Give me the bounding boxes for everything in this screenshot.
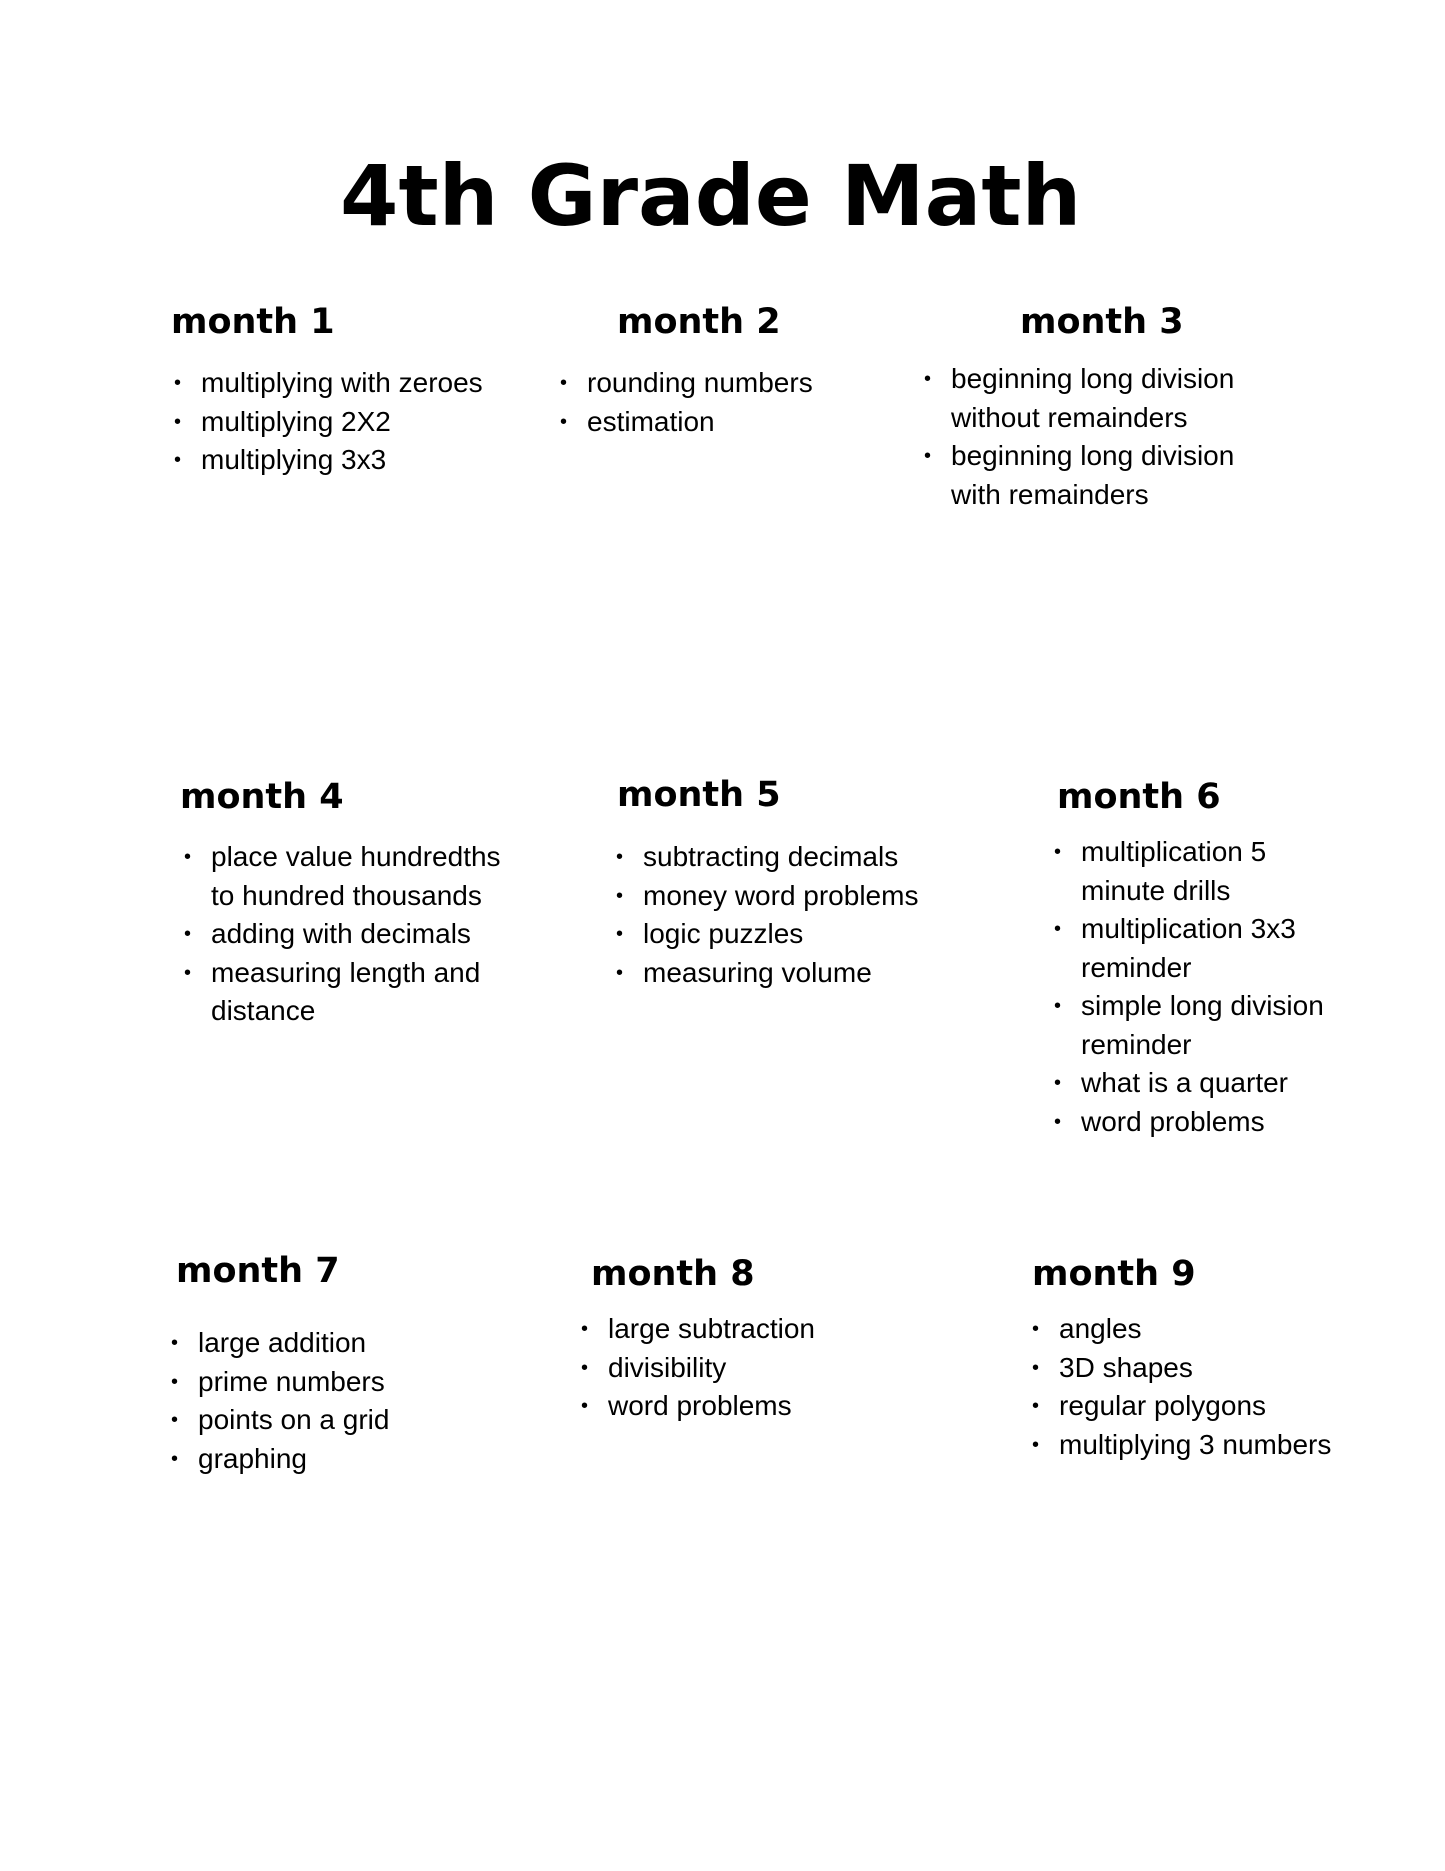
list-item: • 3D shapes [1059,1349,1399,1388]
list-item: • multiplying 3x3 [201,441,521,480]
list-item: • money word problems [643,877,983,916]
bullet-icon: • [616,846,624,868]
list-item: • rounding numbers [587,364,887,403]
list-item: • measuring length and distance [211,954,526,1031]
bullet-icon: • [184,923,192,945]
bullet-icon: • [581,1318,589,1340]
list-item: • multiplying 2X2 [201,403,521,442]
bullet-icon: • [1054,918,1062,940]
list-item: • angles [1059,1310,1399,1349]
list-item: • adding with decimals [211,915,526,954]
bullet-icon: • [174,449,182,471]
list-item: • multiplying 3 numbers [1059,1426,1399,1465]
month-heading: month 2 [617,302,781,342]
bullet-icon: • [1032,1318,1040,1340]
list-item: • divisibility [608,1349,928,1388]
month-heading: month 9 [1032,1254,1196,1294]
topic-list [1054,833,1356,1141]
month-heading: month 5 [617,775,781,815]
month-heading: month 1 [171,302,335,342]
topic-list [171,1324,518,1478]
month-heading: month 3 [1020,302,1184,342]
bullet-icon: • [1054,1072,1062,1094]
bullet-icon: • [1054,1110,1062,1133]
topic-list [174,364,521,480]
bullet-icon: • [1032,1433,1040,1456]
month-heading: month 7 [176,1251,340,1291]
page-title: 4th Grade Math [340,147,1082,245]
list-item: • subtracting decimals [643,838,983,877]
bullet-icon: • [1032,1356,1040,1379]
list-item: • large subtraction [608,1310,928,1349]
list-item: • word problems [1081,1103,1356,1142]
month-heading: month 8 [591,1254,755,1294]
bullet-icon: • [616,961,624,984]
bullet-icon: • [1032,1395,1040,1417]
month-heading: month 6 [1057,777,1221,817]
list-item: • beginning long division with remainders [951,437,1251,514]
topic-list [616,838,983,992]
list-item: • multiplication 5 minute drills [1081,833,1356,910]
month-heading: month 4 [180,777,344,817]
topic-list [924,360,1251,514]
list-item: • prime numbers [198,1363,518,1402]
bullet-icon: • [174,410,182,433]
bullet-icon: • [616,923,624,945]
list-item: • place value hundredths to hundred thousands [211,838,526,915]
bullet-icon: • [560,372,568,394]
list-item: • multiplying with zeroes [201,364,521,403]
bullet-icon: • [616,884,624,907]
topic-list [184,838,526,1031]
topic-list [1032,1310,1399,1464]
list-item: • estimation [587,403,887,442]
bullet-icon: • [560,410,568,433]
bullet-icon: • [1054,995,1062,1017]
list-item: • graphing [198,1440,518,1479]
topic-list [560,364,887,441]
list-item: • beginning long division without remainders [951,360,1251,437]
list-item: • multiplication 3x3 reminder [1081,910,1356,987]
bullet-icon: • [581,1356,589,1379]
list-item: • simple long division reminder [1081,987,1356,1064]
list-item: • regular polygons [1059,1387,1399,1426]
bullet-icon: • [171,1332,179,1354]
topic-list [581,1310,928,1426]
bullet-icon: • [171,1409,179,1431]
bullet-icon: • [171,1447,179,1470]
bullet-icon: • [174,372,182,394]
list-item: • points on a grid [198,1401,518,1440]
bullet-icon: • [924,445,932,467]
bullet-icon: • [581,1395,589,1417]
bullet-icon: • [1054,841,1062,863]
bullet-icon: • [184,846,192,868]
list-item: • measuring volume [643,954,983,993]
bullet-icon: • [171,1370,179,1393]
bullet-icon: • [184,961,192,984]
list-item: • word problems [608,1387,928,1426]
list-item: • logic puzzles [643,915,983,954]
list-item: • what is a quarter [1081,1064,1356,1103]
list-item: • large addition [198,1324,518,1363]
bullet-icon: • [924,368,932,390]
